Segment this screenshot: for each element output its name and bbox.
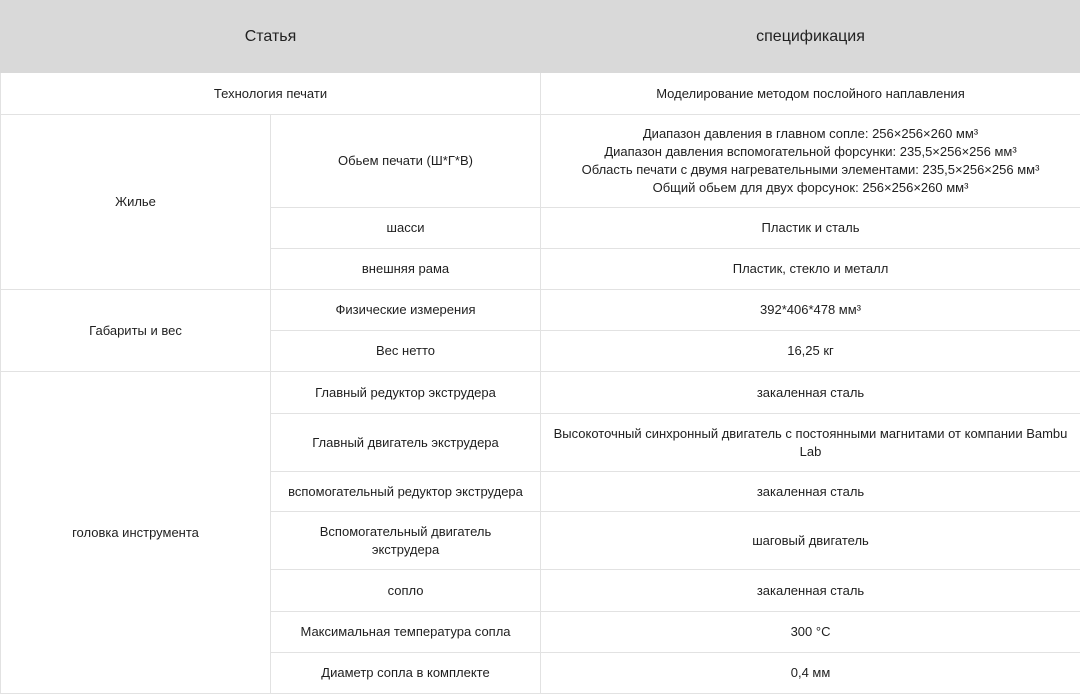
group-label: головка инструмента: [1, 372, 271, 694]
row-label: Обьем печати (Ш*Г*В): [271, 115, 541, 208]
row-label: Диаметр сопла в комплекте: [271, 653, 541, 694]
row-value: Моделирование методом послойного наплавления: [541, 73, 1080, 115]
row-label: Вес нетто: [271, 331, 541, 372]
row-label: Максимальная температура сопла: [271, 612, 541, 653]
row-value: закаленная сталь: [541, 472, 1080, 512]
table-row: [1, 73, 1080, 115]
row-value: закаленная сталь: [541, 570, 1080, 612]
table-row: [1, 115, 1080, 208]
table-header-row: [1, 1, 1080, 73]
row-value: шаговый двигатель: [541, 512, 1080, 570]
row-label: Вспомогательный двигатель экструдера: [271, 512, 541, 570]
row-value: 300 °C: [541, 612, 1080, 653]
header-spec: спецификация: [541, 1, 1080, 73]
table-row: [1, 290, 1080, 331]
row-label: Главный двигатель экструдера: [271, 414, 541, 472]
row-value: 16,25 кг: [541, 331, 1080, 372]
row-label: Физические измерения: [271, 290, 541, 331]
row-value: Пластик, стекло и металл: [541, 249, 1080, 290]
row-label: шасси: [271, 208, 541, 249]
group-label: Жилье: [1, 115, 271, 290]
row-value: Высокоточный синхронный двигатель с постоянными магнитами от компании Bambu Lab: [541, 414, 1080, 472]
table-row: [1, 372, 1080, 414]
row-value: 392*406*478 мм³: [541, 290, 1080, 331]
value-line: Диапазон давления вспомогательной форсунки: 235,5×256×256 мм³: [604, 144, 1017, 159]
row-label: вспомогательный редуктор экструдера: [271, 472, 541, 512]
row-value-multiline: [541, 115, 1080, 208]
value-line: Область печати с двумя нагревательными элементами: 235,5×256×256 мм³: [581, 162, 1040, 177]
row-label: внешняя рама: [271, 249, 541, 290]
value-line: Общий обьем для двух форсунок: 256×256×260 мм³: [652, 180, 969, 195]
row-label: Главный редуктор экструдера: [271, 372, 541, 414]
row-value: 0,4 мм: [541, 653, 1080, 694]
group-label: Габариты и вес: [1, 290, 271, 372]
row-label: сопло: [271, 570, 541, 612]
row-value: закаленная сталь: [541, 372, 1080, 414]
value-line: Диапазон давления в главном сопле: 256×256×260 мм³: [642, 126, 979, 141]
row-label: Технология печати: [1, 73, 541, 115]
row-value: Пластик и сталь: [541, 208, 1080, 249]
header-item: Статья: [1, 1, 541, 73]
